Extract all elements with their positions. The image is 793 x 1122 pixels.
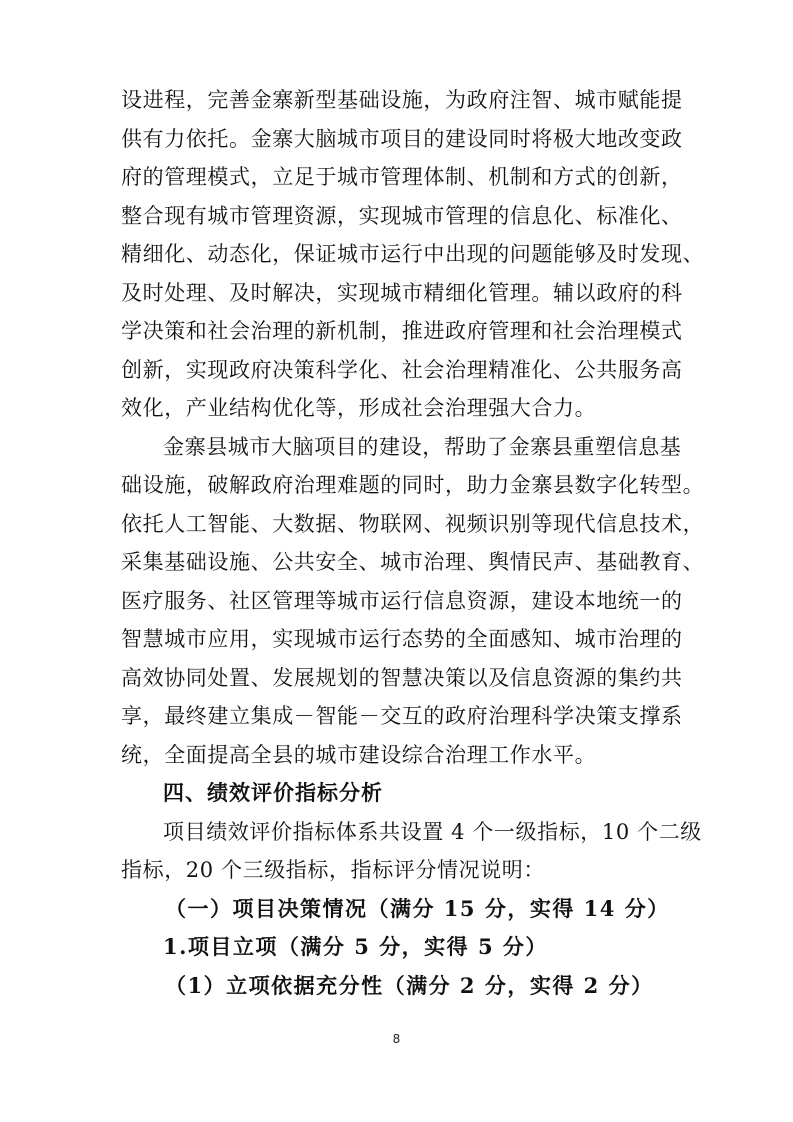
- text-line: 精细化、动态化，保证城市运行中出现的问题能够及时发现、: [121, 242, 705, 266]
- text-line: 府的管理模式，立足于城市管理体制、机制和方式的创新，: [121, 165, 683, 189]
- text-line: 依托人工智能、大数据、物联网、视频识别等现代信息技术，: [121, 511, 705, 536]
- text-line: 高效协同处置、发展规划的智慧决策以及信息资源的集约共: [121, 665, 683, 690]
- text-line: 础设施，破解政府治理难题的同时，助力金寨县数字化转型。: [121, 473, 705, 497]
- text-line: 采集基础设施、公共安全、城市治理、舆情民声、基础教育、: [121, 550, 705, 574]
- text-line: 智慧城市应用，实现城市运行态势的全面感知、城市治理的: [121, 627, 683, 651]
- text-line: 统，全面提高全县的城市建设综合治理工作水平。: [121, 742, 597, 767]
- section-heading: 四、绩效评价指标分析: [163, 781, 383, 805]
- subheading-project-decision: （一）项目决策情况（满分 15 分，实得 14 分）: [165, 895, 670, 921]
- text-line: 效化，产业结构优化等，形成社会治理强大合力。: [121, 396, 597, 420]
- text-line: 整合现有城市管理资源，实现城市管理的信息化、标准化、: [121, 203, 683, 228]
- text-line: 金寨县城市大脑项目的建设，帮助了金寨县重塑信息基: [163, 434, 682, 459]
- text-line: 学决策和社会治理的新机制，推进政府管理和社会治理模式: [121, 319, 683, 343]
- page-number: 8: [392, 1032, 401, 1046]
- text-line: 供有力依托。金寨大脑城市项目的建设同时将极大地改变政: [121, 126, 683, 151]
- text-line: 及时处理、及时解决，实现城市精细化管理。辅以政府的科: [121, 280, 683, 305]
- text-line: 指标，20 个三级指标，指标评分情况说明：: [121, 858, 545, 882]
- subheading-project-approval: 1.项目立项（满分 5 分，实得 5 分）: [163, 934, 548, 959]
- text-line: 设进程，完善金寨新型基础设施，为政府注智、城市赋能提: [121, 88, 683, 112]
- subheading-approval-basis: （1）立项依据充分性（满分 2 分，实得 2 分）: [165, 972, 654, 998]
- text-line: 享，最终建立集成－智能－交互的政府治理科学决策支撑系: [121, 704, 683, 728]
- text-line: 项目绩效评价指标体系共设置 4 个一级指标，10 个二级: [163, 819, 702, 844]
- text-line: 医疗服务、社区管理等城市运行信息资源，建设本地统一的: [121, 588, 683, 613]
- text-line: 创新，实现政府决策科学化、社会治理精准化、公共服务高: [121, 357, 683, 382]
